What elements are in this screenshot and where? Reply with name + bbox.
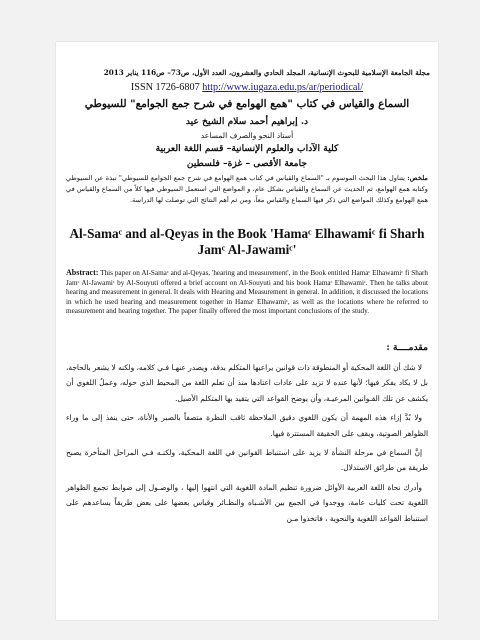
author-name: د. إبراهيم أحمد سلام الشيخ عيد <box>185 116 309 127</box>
issn-line <box>56 82 438 94</box>
author-faculty: كلية الآداب والعلوم الإنسانية– قسم اللغة العربية <box>155 143 339 154</box>
english-abstract <box>66 268 428 317</box>
arabic-abstract <box>66 173 428 207</box>
author-university: جامعة الأقصى – غزة– فلسطين <box>186 158 308 169</box>
intro-paragraph: ولا بُدَّ إزاء هذه المهمة أن يكون اللغوي دقيق الملاحظة ثاقب النظرة متصفاً بالصبر والأناة، حتى ينفذ إلى ما وراء الظواهر الصوتية، ويقف على الحقيقة المستترة فيها. <box>66 413 428 438</box>
intro-paragraph: إنَّ السماع في مرحلة النشأة لا يزيد على استنباط القوانين في اللغة المحكية، ولكنـه فـي المراحل المتأخرة يصبح طريقة من طرائق الاستدلال. <box>66 448 428 473</box>
english-abstract-text: This paper on Al-Samaᶜ and al-Qeyas, 'hearing and measurement', in the Book entitled Hamaᶜ Elhawamiᶜ fi Sharh Jamᶜ Al-Jawamiᶜ by Al-Souyuti offered a brief account on Al-Souyuti and his book Hamaᶜ Elhawamiᶜ. Then he talks about hearing and measurement in general. It deals with Hearing and Measurement in general. In addition, it discussed the locations in which he used hearing and measurement together in Hamaᶜ Elhawamiᶜ, as well as the locations where he referred to measurement and hearing together. The paper finally offered the most important conclusions of the study. <box>66 269 428 316</box>
intro-paragraph: وأدرك نحاة اللغة العربية الأوائل ضرورة تنظيم المادة اللغوية التي انتهوا إليها ، والوصـول إلى ضوابط تجمع الظواهر اللغوية تحت كليات عامة، ووجدوا في الجمع بين الأشـباه والنظـائر وقياس بعضها على بعض طريقاً يساعدهم على استنباط القواعد اللغوية والنحوية ، فاتخذوا مـن <box>66 482 428 523</box>
arabic-title: السماع والقياس في كتاب "همع الهوامع في شرح جمع الجوامع" للسيوطي <box>84 98 410 110</box>
paper-page <box>56 42 438 620</box>
intro-body <box>66 360 428 530</box>
journal-citation: مجلة الجامعة الإسلامية للبحوث الإنسانية، المجلد الحادي والعشرون، العدد الأول، ص73– ص116 يناير 2013 <box>103 68 430 77</box>
author-position: أستاذ النحو والصرف المساعد <box>200 131 294 140</box>
issn: ISSN 1726-6807 <box>130 82 200 93</box>
arabic-abstract-label: ملخص: <box>407 174 428 182</box>
journal-url-link[interactable]: http://www.iugaza.edu.ps/ar/periodical/ <box>202 82 364 93</box>
intro-heading: مقدمــــة : <box>386 342 428 353</box>
arabic-abstract-text: يتناول هذا البحث الموسوم بـ "السماع والقياس في كتاب همع الهوامع في شرح جمع الجوامع للسيوطي" نبذة عن السيوطي وكتابه همع الهوامع، ثم الحديث عن السماع والقياس بشكل عام، و المواضع التي استعمل السيوطي فيها كلاً من السماع والقياس في همع الهوامع وكذلك المواضع التي ذكر فيها السماع والقياس معاً، ومن ثم أهم النتائج التي توصلت لها الدراسة. <box>66 174 428 205</box>
english-title: Al-Samaᶜ and al-Qeyas in the Book 'Hamaᶜ Elhawamiᶜ fi Sharh Jamᶜ Al-Jawamiᶜ' <box>69 226 425 257</box>
english-abstract-label: Abstract: <box>66 268 99 277</box>
intro-paragraph: لا شك أن اللغة المحكية أو المنطوقة ذات قوانين يراعيها المتكلم بدقة، ويصدر عنهـا فـي كلامه، ولكنه لا يشعر بالحاجة، بل لا يكاد يفكر فيها؛ لأنها عنده لا تزيد على عادات اعتادها منذ أن تعلم اللغة من المحيط الذي حوله، وعملُ اللغوي أن يكشف عن تلك القـوانين المرعيـة، وأن يوضح القواعد التي يتقيد بها المتكلم الأصيل. <box>66 363 428 403</box>
